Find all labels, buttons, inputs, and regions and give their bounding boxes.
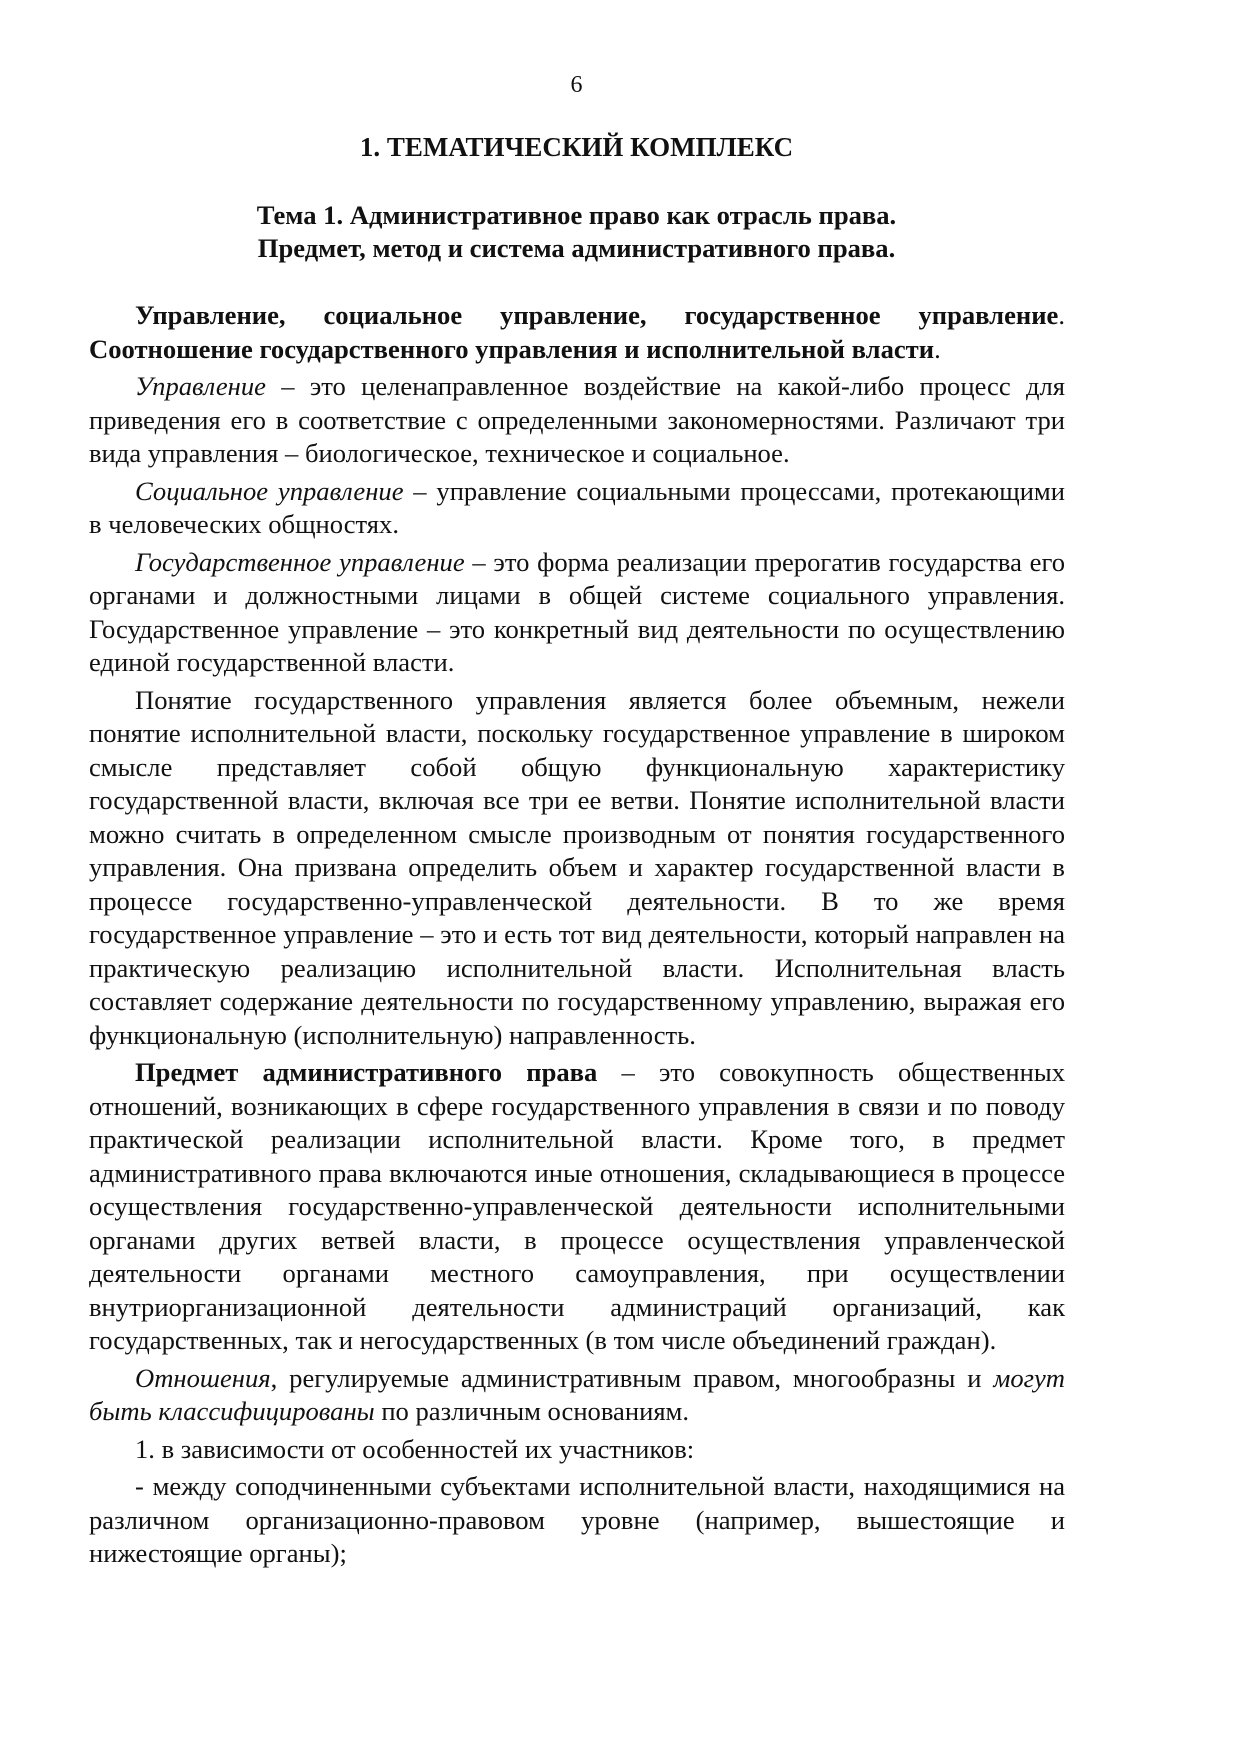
topic-title-line-2: Предмет, метод и система административного права.	[257, 233, 896, 263]
term-subject-of-law: Предмет административного права	[135, 1057, 598, 1087]
term-management: Управление	[135, 371, 266, 401]
paragraph-subject-of-law-text: – это совокупность общественных отношений, возникающих в сфере государственного управления в связи и по поводу практической реализации исполнительной власти. Кроме того, в предмет административного права включаются иные отношения, складывающиеся в процессе осуществления государственно-управленческой деятельности исполнительными органами других ветвей власти, в процессе осуществления управленческой деятельности органами местного самоуправления, при осуществлении внутриорганизационной деятельности администраций организаций, как государственных, так и негосударственных (в том числе объединений граждан).	[89, 1057, 1065, 1355]
section-heading-part-2: Соотношение государственного управления и исполнительной власти	[89, 333, 935, 364]
term-state-management: Государственное управление	[135, 546, 465, 577]
chapter-title: 1. ТЕМАТИЧЕСКИЙ КОМПЛЕКС	[359, 132, 794, 162]
paragraph-social-management	[89, 475, 1065, 542]
term-relations: Отношения	[135, 1362, 271, 1393]
paragraph-subject-of-law	[89, 1056, 1065, 1358]
section-heading	[89, 299, 1065, 366]
paragraph-management	[89, 370, 1065, 471]
paragraph-relations	[89, 1362, 1065, 1429]
section-heading-part-2-period: .	[934, 333, 941, 364]
dash-list-item: - между соподчиненными субъектами исполнительной власти, находящимися на различном организационно-правовом уровне (например, вышестоящие и нижестоящие органы);	[89, 1471, 1065, 1568]
term-social-management: Социальное управление	[135, 475, 404, 506]
paragraph-relations-text-1: , регулируемые административным правом, многообразны и	[270, 1362, 994, 1393]
section-heading-part-1: Управление, социальное управление, государственное управление	[135, 300, 1059, 330]
section-heading-part-1-period: .	[1058, 300, 1065, 330]
topic-title	[0, 199, 1153, 265]
paragraph-relations-text-2: по различным основаниям.	[374, 1396, 690, 1426]
paragraph-social-management-text: – управление социальными процессами, протекающими в человеческих общностях.	[89, 475, 1065, 539]
document-body	[89, 299, 1065, 1575]
paragraph-concept-comparison: Понятие государственного управления является более объемным, нежели понятие исполнительной власти, поскольку государственное управление в широком смысле представляет собой общую функциональную характеристику государственной власти, включая все три ее ветви. Понятие исполнительной власти можно считать в определенном смысле производным от понятия государственного управления. Она призвана определить объем и характер государственной власти в процессе государственно-управленческой деятельности. В то же время государственное управление – это и есть тот вид деятельности, который направлен на практическую реализацию исполнительной власти. Исполнительная власть составляет содержание деятельности по государственному управлению, выражая его функциональную (исполнительную) направленность.	[89, 684, 1065, 1050]
list-item-1: 1. в зависимости от особенностей их участников:	[135, 1433, 695, 1464]
page-number: 6	[570, 72, 583, 98]
topic-title-line-1: Тема 1. Административное право как отрасль права.	[256, 200, 897, 230]
term-classified: могут быть классифицированы	[89, 1362, 1065, 1426]
paragraph-management-text: – это целенаправленное воздействие на какой-либо процесс для приведения его в соответствие с определенными закономерностями. Различают три вида управления – биологическое, техническое и социальное.	[89, 371, 1065, 468]
paragraph-state-management-text: – это форма реализации прерогатив государства его органами и должностными лицами в общей системе социального управления. Государственное управление – это конкретный вид деятельности по осуществлению единой государственной власти.	[89, 546, 1065, 677]
paragraph-state-management	[89, 546, 1065, 680]
